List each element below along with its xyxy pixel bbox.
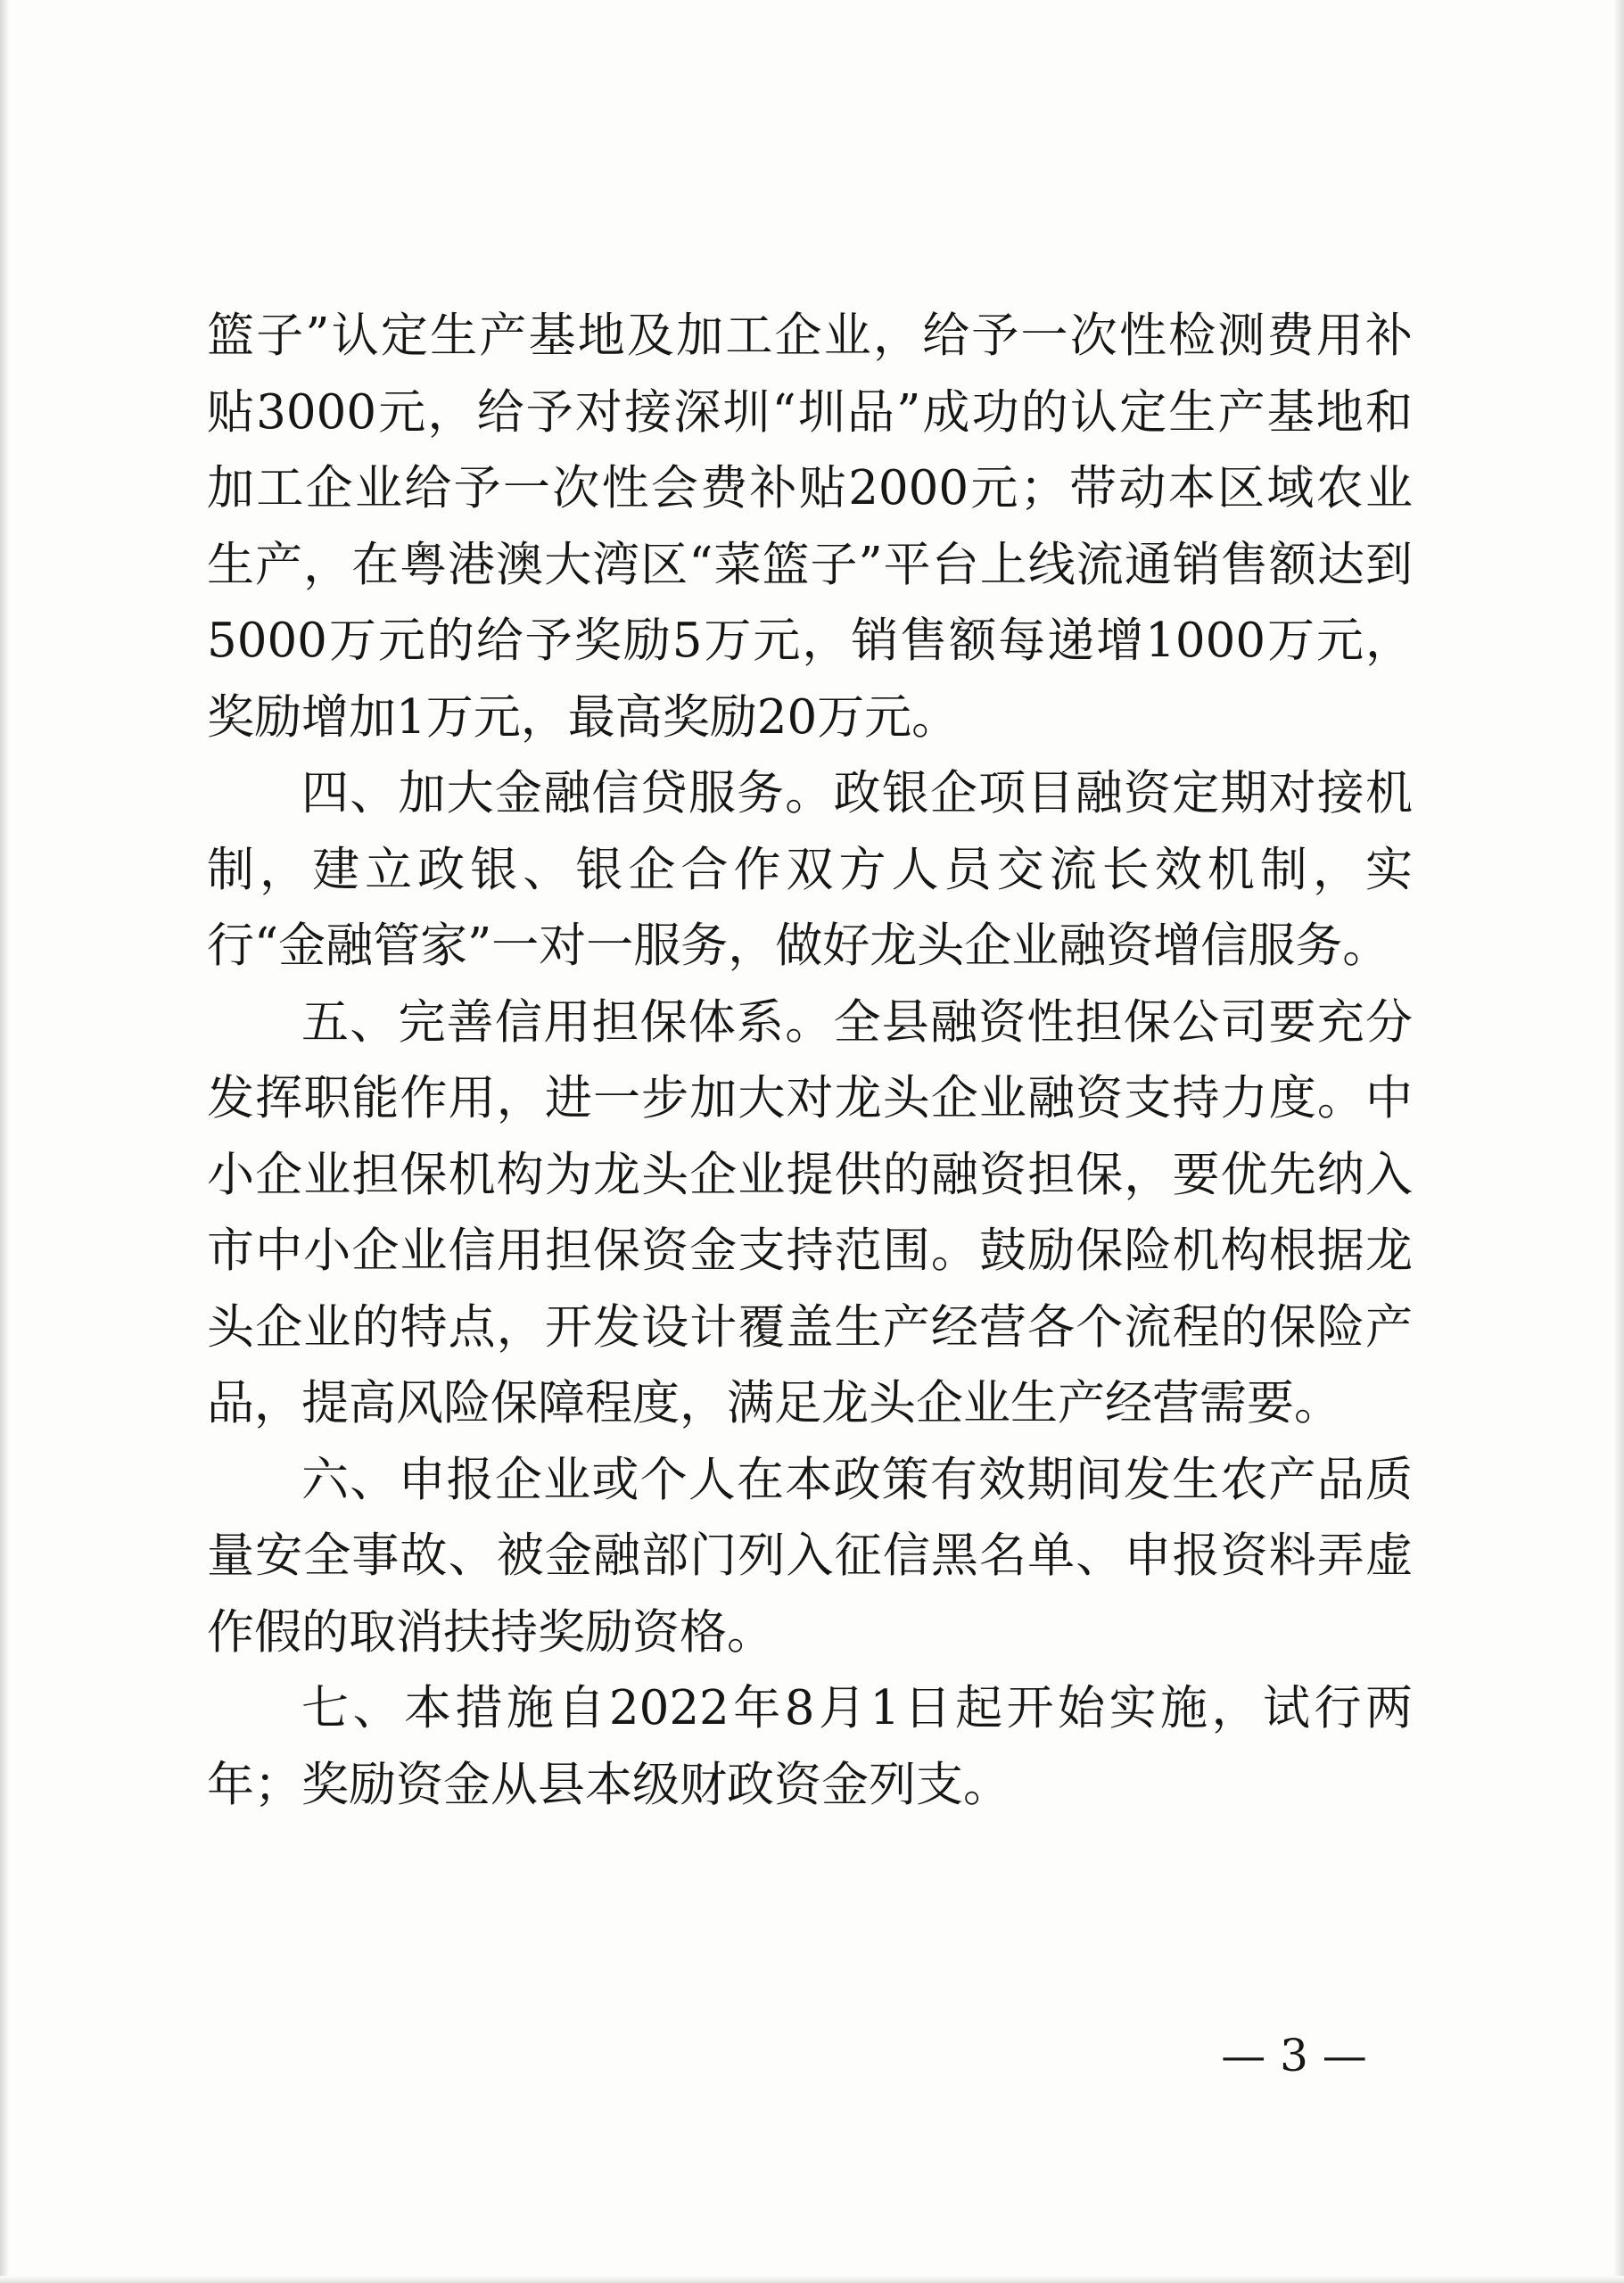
paragraph-item-six: 六、申报企业或个人在本政策有效期间发生农产品质量安全事故、被金融部门列入征信黑名单、申报资料弄虚作假的取消扶持奖励资格。 <box>207 1452 1413 1660</box>
paragraph-continuation: 篮子”认定生产基地及加工企业，给予一次性检测费用补贴3000元，给予对接深圳“圳品”成功的认定生产基地和加工企业给予一次性会费补贴2000元；带动本区域农业生产，在粤港澳大湾区“菜篮子”平台上线流通销售额达到5000万元的给予奖励5万元，销售额每递增1000万元，奖励增加1万元，最高奖励20万元。 <box>207 309 1413 745</box>
scan-edge-bottom <box>0 2276 1624 2283</box>
document-body <box>207 298 1413 1823</box>
paragraph-item-seven: 七、本措施自2022年8月1日起开始实施，试行两年；奖励资金从县本级财政资金列支。 <box>207 1681 1413 1812</box>
page-number: — 3 — <box>1221 2030 1367 2081</box>
paragraph-item-five: 五、完善信用担保体系。全县融资性担保公司要充分发挥职能作用，进一步加大对龙头企业融资支持力度。中小企业担保机构为龙头企业提供的融资担保，要优先纳入市中小企业信用担保资金支持范围。鼓励保险机构根据龙头企业的特点，开发设计覆盖生产经营各个流程的保险产品，提高风险保障程度，满足龙头企业生产经营需要。 <box>207 994 1413 1430</box>
scan-edge-right <box>1613 0 1624 2283</box>
paragraph-item-four: 四、加大金融信贷服务。政银企项目融资定期对接机制，建立政银、银企合作双方人员交流长效机制，实行“金融管家”一对一服务，做好龙头企业融资增信服务。 <box>207 766 1413 973</box>
scan-edge-left <box>0 0 9 2283</box>
